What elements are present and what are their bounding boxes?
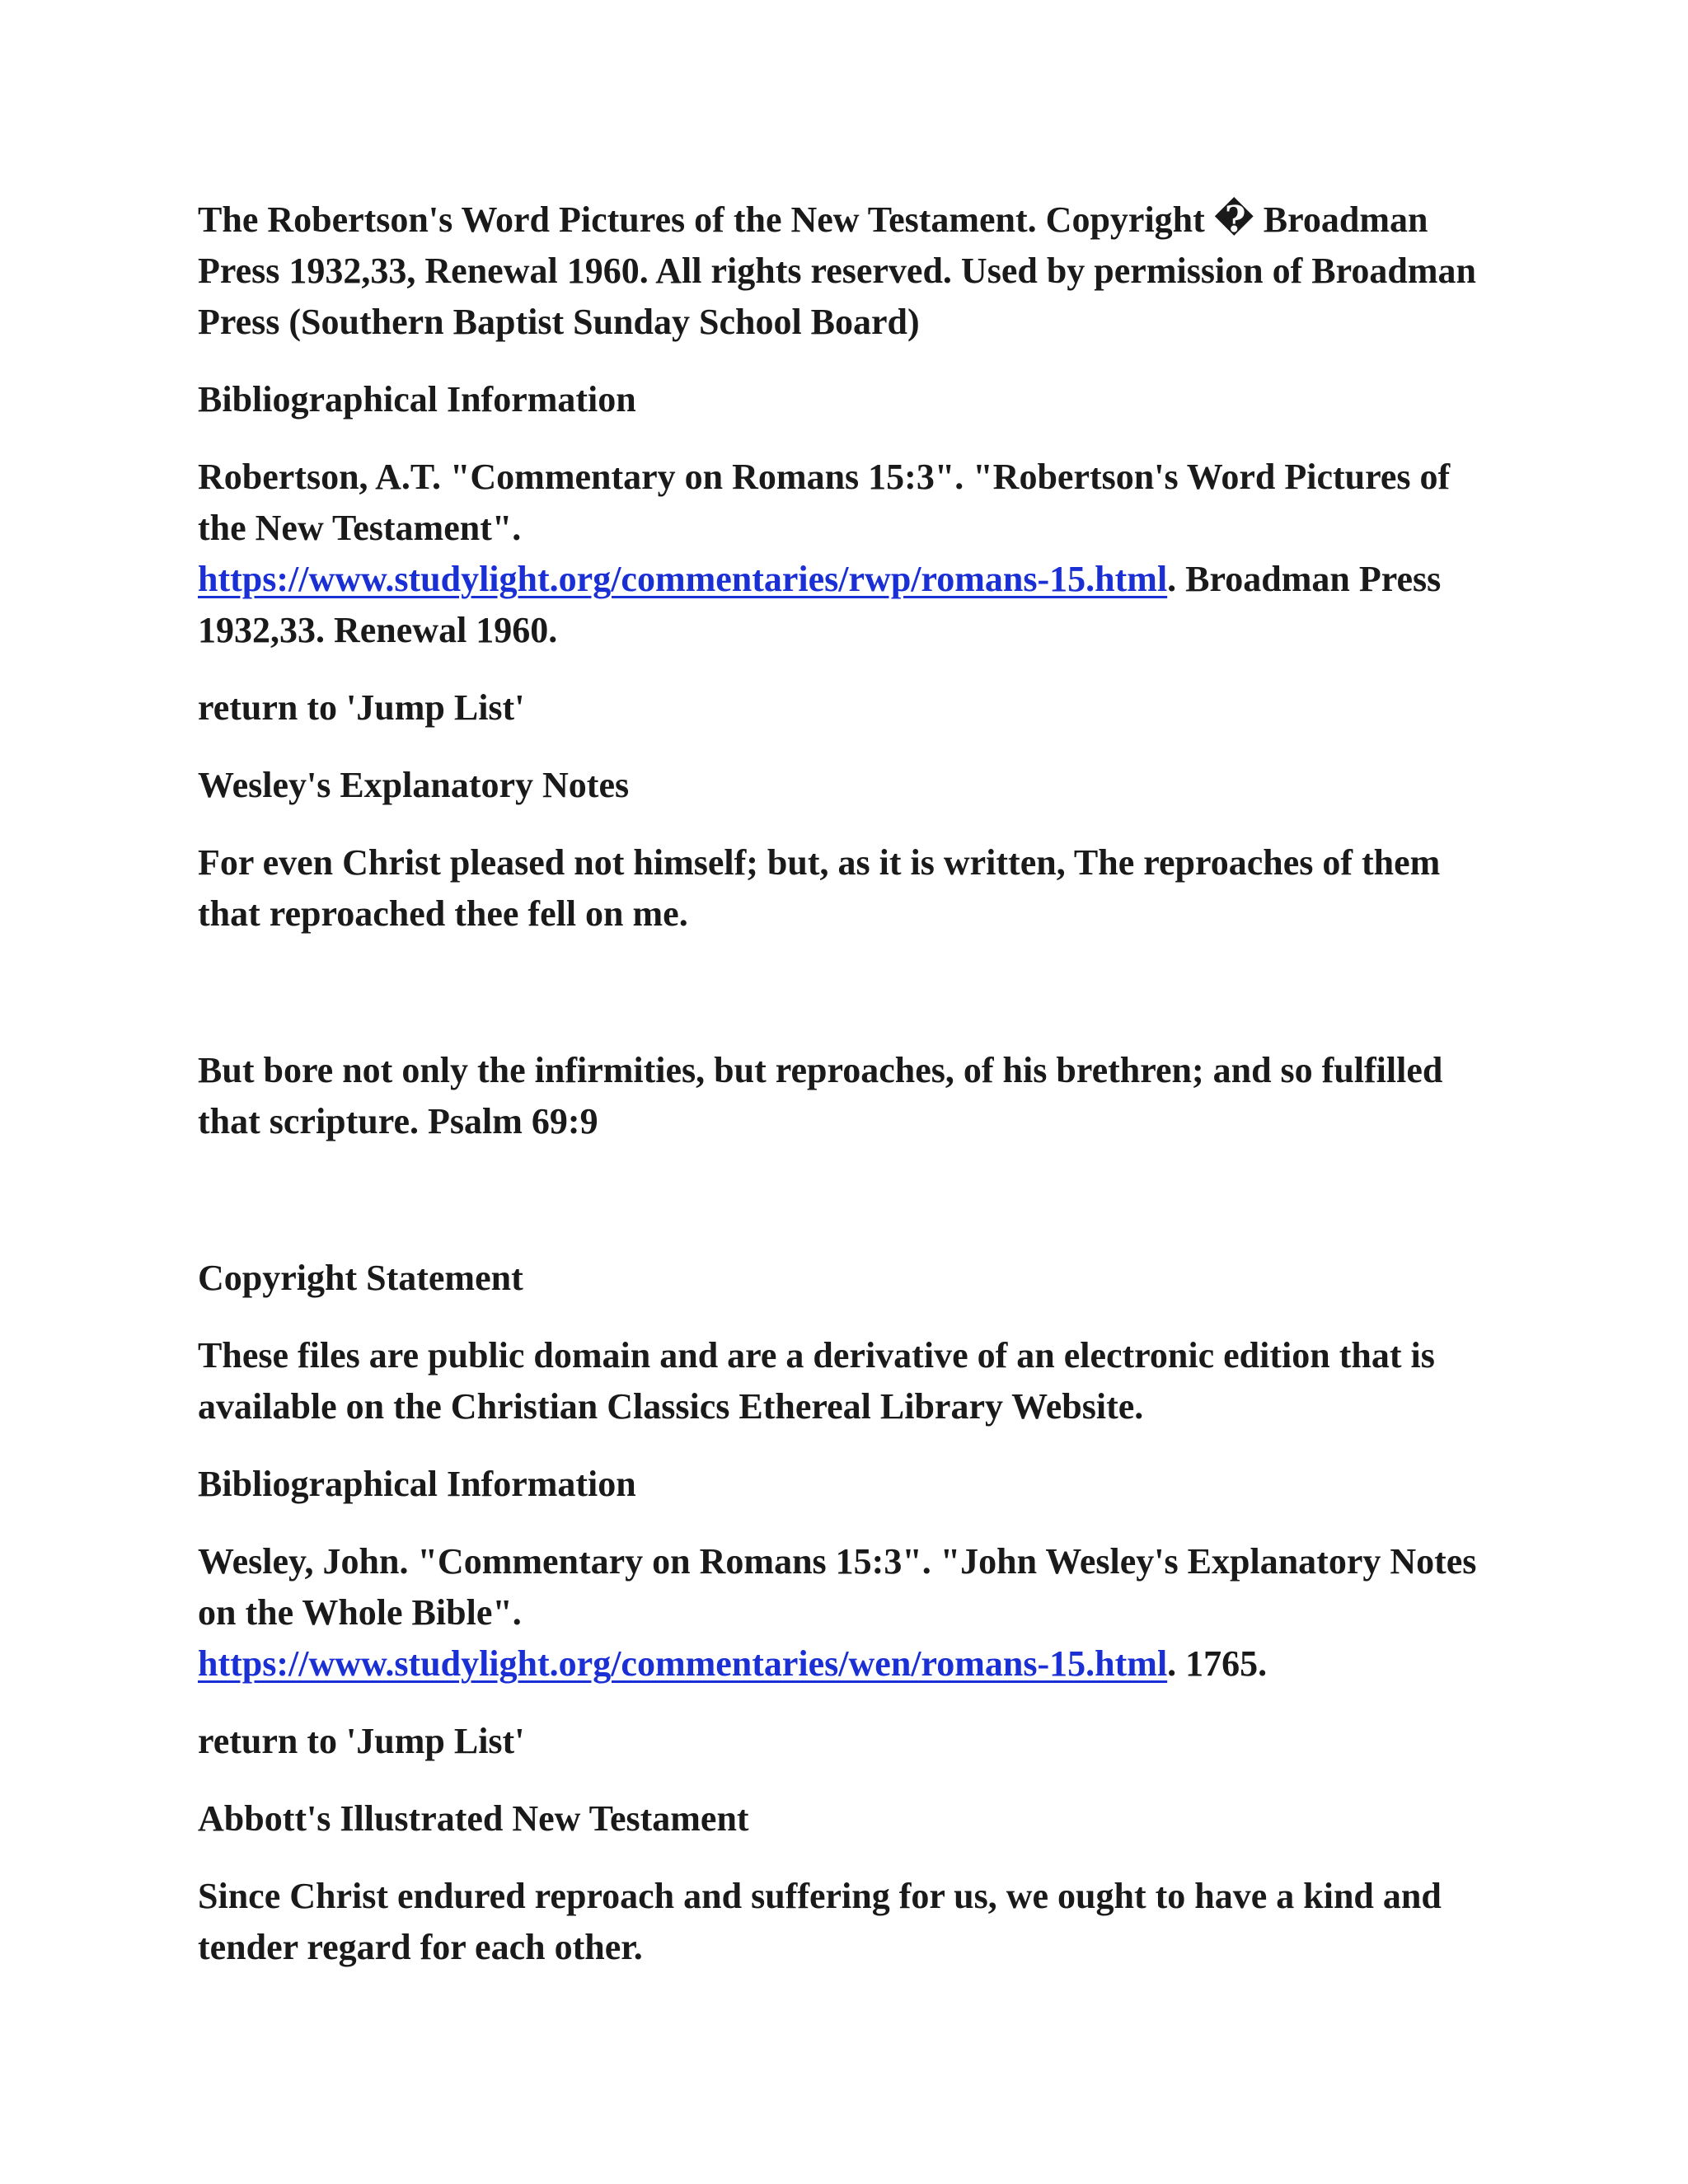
wesley-citation-link[interactable]: https://www.studylight.org/commentaries/wen/romans-15.html — [198, 1643, 1168, 1684]
return-jump-list-1[interactable]: return to 'Jump List' — [198, 687, 525, 728]
wesley-heading: Wesley's Explanatory Notes — [198, 765, 630, 805]
wesley-citation-paragraph — [198, 1536, 1500, 1690]
copyright-statement-heading: Copyright Statement — [198, 1258, 523, 1298]
document-page — [198, 194, 1500, 1973]
wesley-citation-tail: . 1765. — [1167, 1643, 1268, 1684]
abbott-heading: Abbott's Illustrated New Testament — [198, 1798, 749, 1839]
rwp-citation-paragraph — [198, 452, 1500, 656]
wesley-verse-paragraph: For even Christ pleased not himself; but, as it is written, The reproaches of them that reproached thee fell on me. — [198, 842, 1441, 934]
rwp-citation-text: Robertson, A.T. "Commentary on Romans 15:3". "Robertson's Word Pictures of the New Testament". — [198, 457, 1451, 548]
abbott-text-paragraph: Since Christ endured reproach and suffering for us, we ought to have a kind and tender regard for each other. — [198, 1876, 1442, 1967]
wesley-citation-text: Wesley, John. "Commentary on Romans 15:3". "John Wesley's Explanatory Notes on the Whole Bible". — [198, 1541, 1477, 1633]
rwp-bibliographical-heading: Bibliographical Information — [198, 379, 636, 419]
rwp-copyright-paragraph: The Robertson's Word Pictures of the New Testament. Copyright � Broadman Press 1932,33, Renewal 1960. All rights reserved. Used by permission of Broadman Press (Southern Baptist Sunday School Board) — [198, 199, 1476, 342]
copyright-statement-text: These files are public domain and are a derivative of an electronic edition that is available on the Christian Classics Ethereal Library Website. — [198, 1335, 1435, 1427]
wesley-note-paragraph: But bore not only the infirmities, but reproaches, of his brethren; and so fulfilled that scripture. Psalm 69:9 — [198, 1050, 1443, 1141]
wesley-bibliographical-heading: Bibliographical Information — [198, 1464, 636, 1504]
rwp-citation-tail: . Broadman Press 1932,33. Renewal 1960. — [198, 559, 1442, 650]
return-jump-list-2[interactable]: return to 'Jump List' — [198, 1721, 525, 1761]
rwp-citation-link[interactable]: https://www.studylight.org/commentaries/rwp/romans-15.html — [198, 559, 1168, 599]
